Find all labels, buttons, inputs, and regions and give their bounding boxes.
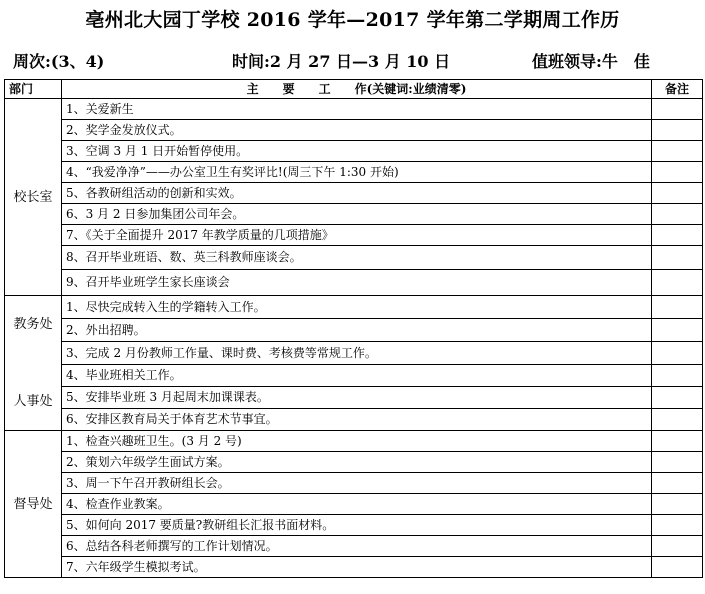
remark-cell	[652, 204, 703, 225]
remark-cell	[652, 515, 703, 536]
remark-cell	[652, 365, 703, 387]
work-item: 8、召开毕业班语、数、英三科教师座谈会。	[62, 246, 652, 270]
work-item: 5、如何向 2017 要质量?教研组长汇报书面材料。	[62, 515, 652, 536]
remark-cell	[652, 162, 703, 183]
remark-cell	[652, 536, 703, 557]
duty-leader: 值班领导:牛 佳	[532, 52, 650, 71]
table-row	[5, 204, 703, 225]
column-header-remarks: 备注	[652, 80, 703, 99]
work-item: 2、奖学金发放仪式。	[62, 120, 652, 141]
work-item: 7、《关于全面提升 2017 年教学质量的几项措施》	[62, 225, 652, 246]
table-row	[5, 183, 703, 204]
remark-cell	[652, 431, 703, 452]
work-item: 1、关爱新生	[62, 99, 652, 120]
work-item: 3、空调 3 月 1 日开始暂停使用。	[62, 141, 652, 162]
work-item: 4、毕业班相关工作。	[62, 365, 652, 387]
table-row	[5, 162, 703, 183]
remark-cell	[652, 387, 703, 409]
table-row	[5, 431, 703, 452]
table-row	[5, 296, 703, 319]
work-item: 6、安排区教育局关于体育艺术节事宜。	[62, 409, 652, 431]
table-header-row	[5, 80, 703, 99]
date-range: 时间:2 月 27 日—3 月 10 日	[232, 52, 451, 71]
table-row	[5, 557, 703, 578]
remark-cell	[652, 270, 703, 296]
work-item: 2、策划六年级学生面试方案。	[62, 452, 652, 473]
page-title: 亳州北大园丁学校 2016 学年—2017 学年第二学期周工作历	[85, 9, 620, 31]
remark-cell	[652, 225, 703, 246]
department-academic-hr	[5, 296, 62, 431]
department-supervision	[5, 431, 62, 578]
department-principal	[5, 99, 62, 296]
table-row	[5, 120, 703, 141]
remark-cell	[652, 183, 703, 204]
remark-cell	[652, 409, 703, 431]
work-item: 3、完成 2 月份教师工作量、课时费、考核费等常规工作。	[62, 342, 652, 365]
table-body	[5, 80, 703, 578]
table-row	[5, 494, 703, 515]
work-item: 9、召开毕业班学生家长座谈会	[62, 270, 652, 296]
work-item: 4、“我爱净净”——办公室卫生有奖评比!(周三下午 1:30 开始)	[62, 162, 652, 183]
table-row	[5, 319, 703, 342]
column-header-department: 部门	[5, 80, 62, 99]
remark-cell	[652, 473, 703, 494]
remark-cell	[652, 319, 703, 342]
table-row	[5, 387, 703, 409]
department-label-academic: 教务处	[13, 317, 53, 332]
remark-cell	[652, 246, 703, 270]
table-row	[5, 452, 703, 473]
department-label: 督导处	[13, 496, 53, 512]
table-row	[5, 515, 703, 536]
remark-cell	[652, 99, 703, 120]
work-item: 4、检查作业教案。	[62, 494, 652, 515]
work-item: 5、安排毕业班 3 月起周末加课课表。	[62, 387, 652, 409]
work-item: 5、各教研组活动的创新和实效。	[62, 183, 652, 204]
table-row	[5, 473, 703, 494]
table-row	[5, 141, 703, 162]
remark-cell	[652, 452, 703, 473]
work-item: 6、3 月 2 日参加集团公司年会。	[62, 204, 652, 225]
work-item: 6、总结各科老师撰写的工作计划情况。	[62, 536, 652, 557]
table-row	[5, 409, 703, 431]
remark-cell	[652, 141, 703, 162]
remark-cell	[652, 557, 703, 578]
table-row	[5, 536, 703, 557]
work-item: 7、六年级学生模拟考试。	[62, 557, 652, 578]
table-row	[5, 246, 703, 270]
remark-cell	[652, 296, 703, 319]
column-header-main-work: 主 要 工 作(关键词:业绩清零)	[62, 80, 652, 99]
work-schedule-table	[4, 79, 703, 578]
department-label-hr: 人事处	[13, 394, 53, 409]
work-item: 2、外出招聘。	[62, 319, 652, 342]
week-number: 周次:(3、4)	[13, 52, 105, 71]
remark-cell	[652, 494, 703, 515]
work-item: 3、周一下午召开教研组长会。	[62, 473, 652, 494]
table-row	[5, 342, 703, 365]
work-item: 1、尽快完成转入生的学籍转入工作。	[62, 296, 652, 319]
remark-cell	[652, 120, 703, 141]
table-row	[5, 270, 703, 296]
work-item: 1、检查兴趣班卫生。(3 月 2 号)	[62, 431, 652, 452]
table-row	[5, 99, 703, 120]
department-label: 校长室	[13, 189, 53, 205]
remark-cell	[652, 342, 703, 365]
table-row	[5, 365, 703, 387]
table-row	[5, 225, 703, 246]
